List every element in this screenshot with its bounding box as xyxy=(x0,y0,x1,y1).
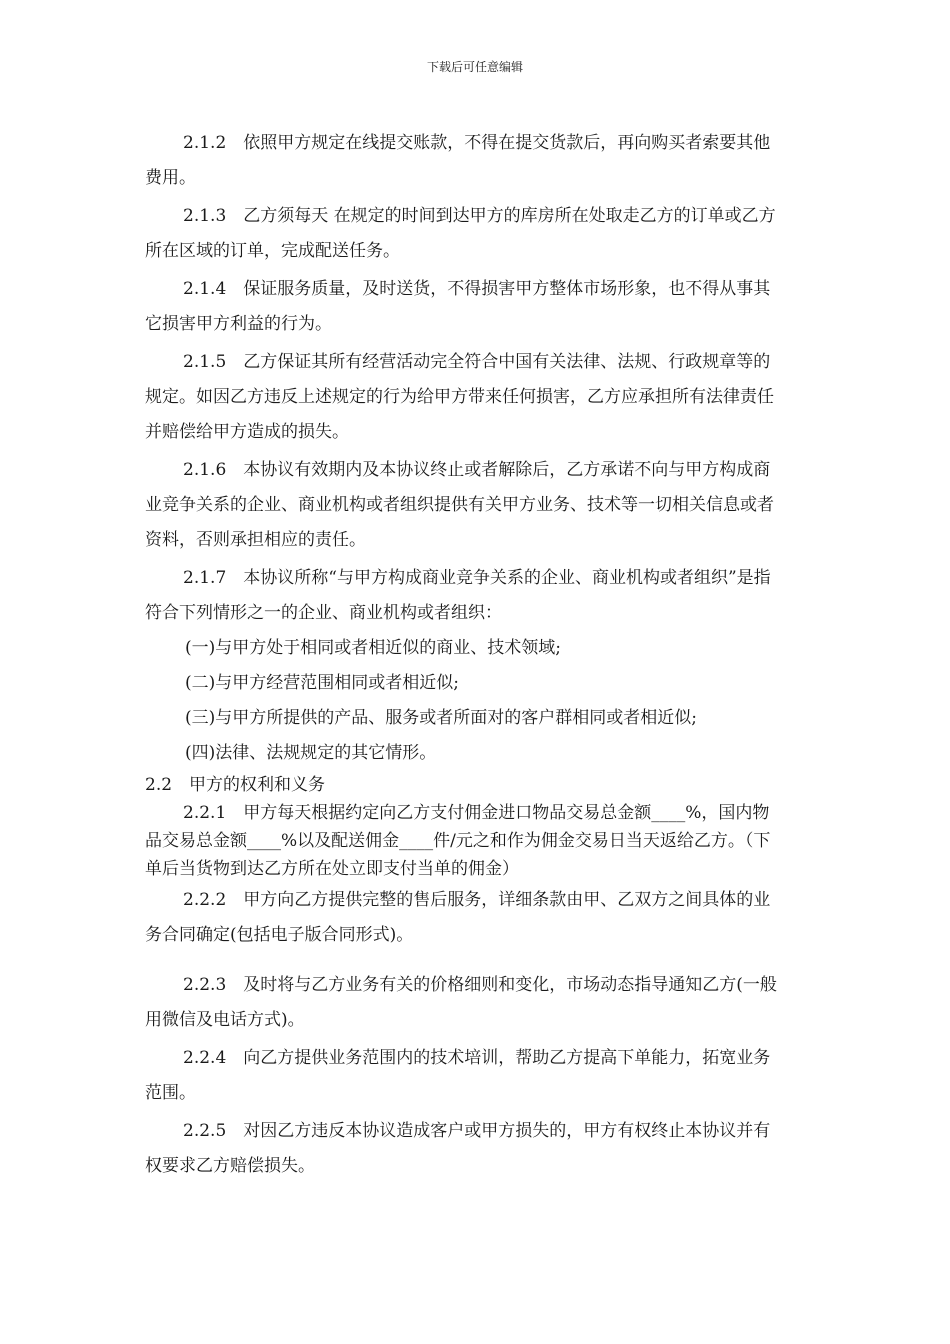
clause-2-1-5: 2.1.5 乙方保证其所有经营活动完全符合中国有关法律、法规、行政规章等的规定。如因乙方违反上述规定的行为给甲方带来任何损害，乙方应承担所有法律责任并赔偿给甲方造成的损失。 xyxy=(145,352,774,442)
document-body xyxy=(145,126,785,1184)
clause-2-1-2: 2.1.2 依照甲方规定在线提交账款，不得在提交货款后，再向购买者索要其他费用。 xyxy=(145,133,771,188)
clause-2-1-4: 2.1.4 保证服务质量，及时送货，不得损害甲方整体市场形象，也不得从事其它损害甲方利益的行为。 xyxy=(145,279,771,334)
list-item-1: (一)与甲方处于相同或者相近似的商业、技术领域; xyxy=(185,638,561,658)
clause-2-2-3: 2.2.3 及时将与乙方业务有关的价格细则和变化，市场动态指导通知乙方(一般用微信及电话方式)。 xyxy=(145,975,777,1030)
clause-2-1-7: 2.1.7 本协议所称“与甲方构成商业竞争关系的企业、商业机构或者组织”是指符合下列情形之一的企业、商业机构或者组织： xyxy=(145,568,771,623)
list-item-2: (二)与甲方经营范围相同或者相近似; xyxy=(185,673,459,693)
clause-2-2-5: 2.2.5 对因乙方违反本协议造成客户或甲方损失的，甲方有权终止本协议并有权要求乙方赔偿损失。 xyxy=(145,1121,771,1176)
clause-2-2-4: 2.2.4 向乙方提供业务范围内的技术培训，帮助乙方提高下单能力，拓宽业务范围。 xyxy=(145,1048,771,1103)
list-item-4: (四)法律、法规规定的其它情形。 xyxy=(185,743,437,763)
clause-2-2-2: 2.2.2 甲方向乙方提供完整的售后服务，详细条款由甲、乙双方之间具体的业务合同确定(包括电子版合同形式)。 xyxy=(145,890,771,945)
list-item-3: (三)与甲方所提供的产品、服务或者所面对的客户群相同或者相近似; xyxy=(185,708,697,728)
section-heading-2-2: 2.2 甲方的权利和义务 xyxy=(145,775,326,795)
clause-2-1-6: 2.1.6 本协议有效期内及本协议终止或者解除后，乙方承诺不向与甲方构成商业竞争关系的企业、商业机构或者组织提供有关甲方业务、技术等一切相关信息或者资料，否则承担相应的责任。 xyxy=(145,460,774,550)
page-header: 下载后可任意编辑 xyxy=(426,60,523,74)
clause-2-2-1: 2.2.1 甲方每天根据约定向乙方支付佣金进口物品交易总金额____%，国内物品交易总金额____%以及配送佣金____件/元之和作为佣金交易日当天返给乙方。（下单后当货物到达乙方所在处立即支付当单的佣金） xyxy=(145,803,771,879)
clause-2-1-3: 2.1.3 乙方须每天 在规定的时间到达甲方的库房所在处取走乙方的订单或乙方所在区域的订单，完成配送任务。 xyxy=(145,206,776,261)
